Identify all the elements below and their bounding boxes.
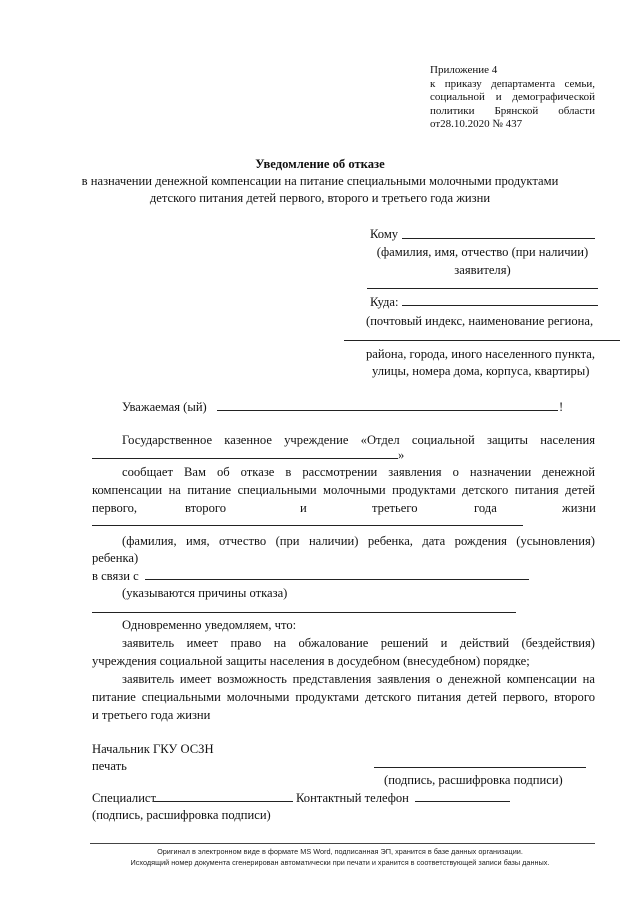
where-hint: (почтовый индекс, наименование региона, — [366, 314, 594, 328]
reason-line[interactable] — [145, 579, 529, 580]
word: жизни — [562, 501, 596, 515]
signature-hint: (подпись, расшифровка подписи) — [384, 773, 563, 787]
quote-close: » — [398, 448, 405, 462]
to-field-line-2[interactable] — [367, 288, 598, 289]
notice-line: и третьего года жизни — [92, 708, 211, 722]
appendix-block — [430, 64, 595, 132]
footer-note: Исходящий номер документа сгенерирован автоматически при печати и хранится в соответствующей записи базы данных. — [130, 858, 550, 867]
phone-line[interactable] — [415, 801, 510, 802]
document-subtitle: детского питания детей первого, второго и третьего года жизни — [149, 191, 491, 205]
institution-name-line[interactable] — [92, 458, 398, 459]
salutation-name-line[interactable] — [217, 410, 558, 411]
child-hint: ребенка) — [92, 551, 139, 565]
head-title: Начальник ГКУ ОСЗН — [92, 742, 214, 756]
word: первого, — [92, 501, 138, 515]
word: года — [474, 501, 497, 515]
head-signature-line[interactable] — [374, 767, 586, 768]
notice-line: питание специальными молочными продуктами детского питания детей первого, второго — [92, 690, 595, 704]
to-label: Кому — [370, 227, 399, 241]
document-subtitle: в назначении денежной компенсации на питание специальными молочными продуктами — [81, 174, 559, 188]
salutation-end: ! — [559, 400, 564, 414]
where-hint: улицы, номера дома, корпуса, квартиры) — [372, 364, 590, 378]
paragraph-line: сообщает Вам об отказе в рассмотрении заявления о назначении денежной — [122, 465, 595, 479]
word: и — [300, 501, 307, 515]
to-field-line[interactable] — [402, 238, 595, 239]
reason-hint: (указываются причины отказа) — [122, 586, 288, 600]
paragraph-line: Государственное казенное учреждение «Отдел социальной защиты населения — [122, 433, 595, 447]
reason-label: в связи с — [92, 569, 139, 583]
specialist-label: Специалист — [92, 791, 157, 805]
notice-line: заявитель имеет право на обжалование решений и действий (бездействия) — [122, 636, 595, 650]
where-label: Куда: — [370, 295, 399, 309]
word: третьего — [372, 501, 418, 515]
appendix-line: Приложение 4 — [430, 64, 498, 76]
to-hint: (фамилия, имя, отчество (при наличии) — [376, 245, 589, 259]
specialist-signature-line[interactable] — [154, 801, 293, 802]
appendix-line: политики Брянской области — [430, 104, 595, 117]
word: второго — [185, 501, 227, 515]
salutation-label: Уважаемая (ый) — [122, 400, 207, 414]
appendix-line: социальной и демографической — [430, 91, 595, 103]
footer-note: Оригинал в электронном виде в формате MS Word, подписанная ЭП, хранится в базе данных организации. — [157, 847, 523, 856]
appendix-line: от28.10.2020 № 437 — [430, 118, 523, 130]
to-hint: заявителя) — [454, 263, 511, 277]
paragraph-line: компенсации на питание специальными молочными продуктами детского питания детей — [92, 483, 595, 497]
document-title: Уведомление об отказе — [255, 157, 385, 171]
where-hint: района, города, иного населенного пункта, — [366, 347, 596, 361]
notice-line: учреждения социальной защиты населения в досудебном (внесудебном) порядке; — [92, 654, 530, 668]
where-field-line-2[interactable] — [344, 340, 620, 341]
where-field-line[interactable] — [402, 305, 598, 306]
specialist-hint: (подпись, расшифровка подписи) — [92, 808, 271, 822]
footer-divider — [90, 843, 595, 844]
reason-line-2[interactable] — [92, 612, 516, 613]
phone-label: Контактный телефон — [296, 791, 409, 805]
appendix-line: к приказу департамента семьи, — [430, 77, 595, 90]
child-name-line[interactable] — [92, 525, 523, 526]
notice-intro: Одновременно уведомляем, что: — [122, 618, 297, 632]
stamp-label: печать — [92, 759, 127, 773]
notice-line: заявитель имеет возможность представления заявления о денежной компенсации на — [122, 672, 595, 686]
child-hint: (фамилия, имя, отчество (при наличии) ребенка, дата рождения (усыновления) — [122, 534, 595, 548]
